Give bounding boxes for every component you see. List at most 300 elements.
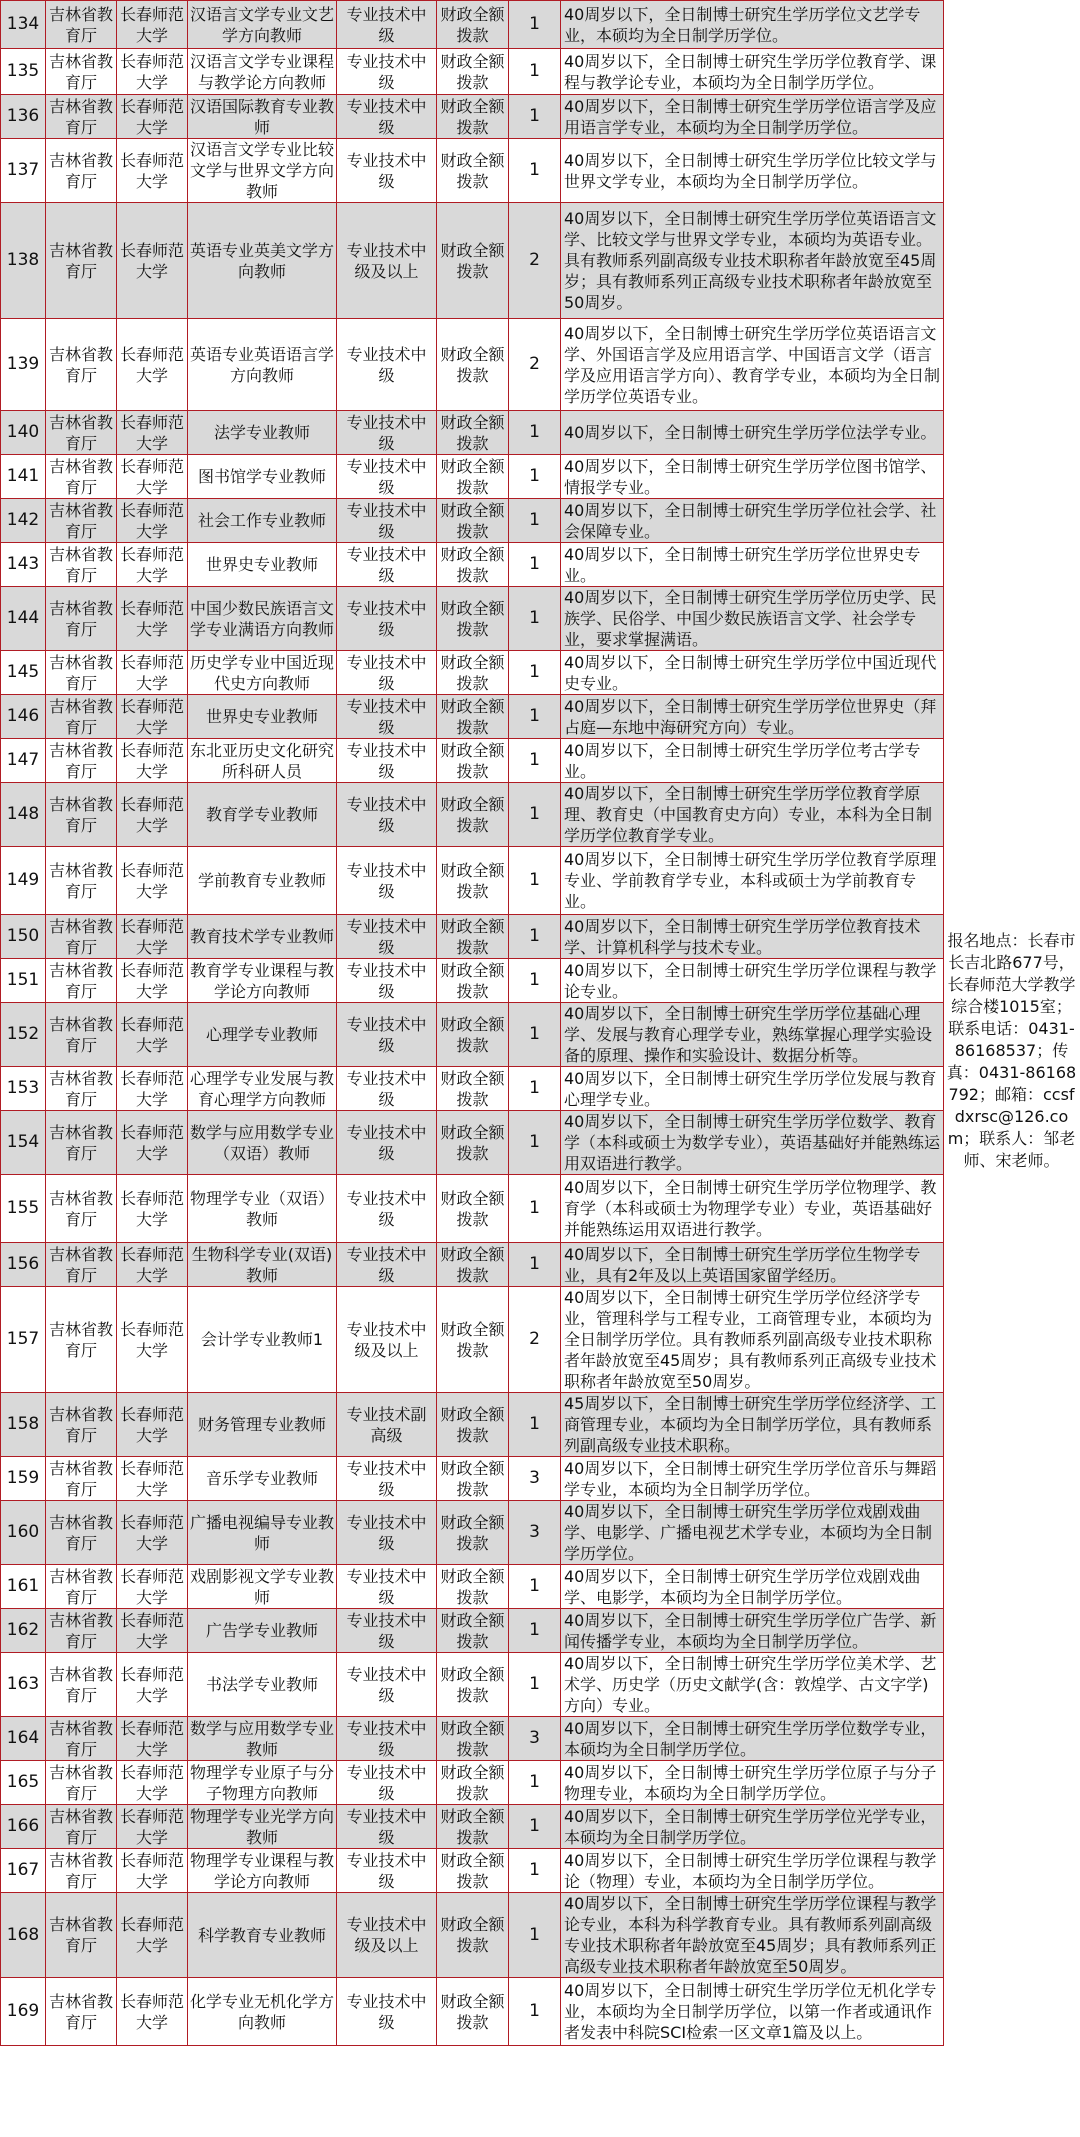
cell-funding: 财政全额拨款 — [437, 1717, 509, 1761]
table-row — [1, 1243, 944, 1287]
table-row — [1, 455, 944, 499]
cell-unit: 长春师范大学 — [117, 915, 188, 959]
cell-number: 163 — [1, 1653, 46, 1717]
cell-department: 吉林省教育厅 — [46, 95, 117, 139]
cell-number: 140 — [1, 411, 46, 455]
cell-number: 165 — [1, 1761, 46, 1805]
cell-count: 3 — [509, 1457, 561, 1501]
cell-unit: 长春师范大学 — [117, 739, 188, 783]
cell-number: 167 — [1, 1849, 46, 1893]
cell-unit: 长春师范大学 — [117, 1287, 188, 1393]
table-body — [1, 1, 944, 2046]
cell-department: 吉林省教育厅 — [46, 1175, 117, 1243]
cell-funding: 财政全额拨款 — [437, 1067, 509, 1111]
cell-unit: 长春师范大学 — [117, 587, 188, 651]
cell-count: 3 — [509, 1501, 561, 1565]
cell-count: 1 — [509, 95, 561, 139]
table-row — [1, 1978, 944, 2046]
cell-level: 专业技术中级 — [337, 1653, 437, 1717]
cell-count: 1 — [509, 455, 561, 499]
cell-unit: 长春师范大学 — [117, 651, 188, 695]
cell-number: 166 — [1, 1805, 46, 1849]
cell-level: 专业技术中级 — [337, 1175, 437, 1243]
table-row — [1, 1393, 944, 1457]
table-row — [1, 1805, 944, 1849]
table-row — [1, 847, 944, 915]
cell-requirements: 40周岁以下，全日制博士研究生学历学位数学、教育学（本科或硕士为数学专业），英语基础好并能熟练运用双语进行教学。 — [561, 1111, 944, 1175]
cell-number: 152 — [1, 1003, 46, 1067]
cell-number: 156 — [1, 1243, 46, 1287]
table-row — [1, 49, 944, 95]
cell-number: 159 — [1, 1457, 46, 1501]
cell-department: 吉林省教育厅 — [46, 915, 117, 959]
cell-level: 专业技术中级 — [337, 1609, 437, 1653]
cell-funding: 财政全额拨款 — [437, 1111, 509, 1175]
cell-level: 专业技术中级 — [337, 95, 437, 139]
cell-number: 145 — [1, 651, 46, 695]
cell-number: 160 — [1, 1501, 46, 1565]
table-row — [1, 695, 944, 739]
cell-requirements: 40周岁以下，全日制博士研究生学历学位基础心理学、发展与教育心理学专业，熟练掌握心理学实验设备的原理、操作和实验设计、数据分析等。 — [561, 1003, 944, 1067]
cell-count: 2 — [509, 319, 561, 411]
table-row — [1, 587, 944, 651]
cell-position: 广告学专业教师 — [188, 1609, 337, 1653]
contact-note: 报名地点：长春市长吉北路677号，长春师范大学教学综合楼1015室；联系电话：0431-86168537；传真：0431-86168792；邮箱：ccsfdxrsc@126.com；联系人：邹老师、宋老师。 — [946, 931, 1077, 1170]
cell-funding: 财政全额拨款 — [437, 587, 509, 651]
cell-position: 教育技术学专业教师 — [188, 915, 337, 959]
cell-funding: 财政全额拨款 — [437, 1243, 509, 1287]
cell-position: 音乐学专业教师 — [188, 1457, 337, 1501]
cell-requirements: 40周岁以下，全日制博士研究生学历学位发展与教育心理学专业。 — [561, 1067, 944, 1111]
cell-position: 物理学专业（双语）教师 — [188, 1175, 337, 1243]
cell-level: 专业技术中级 — [337, 587, 437, 651]
cell-number: 154 — [1, 1111, 46, 1175]
cell-funding: 财政全额拨款 — [437, 1565, 509, 1609]
cell-unit: 长春师范大学 — [117, 695, 188, 739]
cell-funding: 财政全额拨款 — [437, 651, 509, 695]
cell-department: 吉林省教育厅 — [46, 1003, 117, 1067]
cell-level: 专业技术中级 — [337, 543, 437, 587]
cell-requirements: 40周岁以下，全日制博士研究生学历学位世界史专业。 — [561, 543, 944, 587]
cell-count: 1 — [509, 1761, 561, 1805]
cell-count: 2 — [509, 1287, 561, 1393]
cell-level: 专业技术中级 — [337, 959, 437, 1003]
cell-count: 1 — [509, 1393, 561, 1457]
table-row — [1, 959, 944, 1003]
cell-unit: 长春师范大学 — [117, 319, 188, 411]
cell-level: 专业技术副高级 — [337, 1393, 437, 1457]
cell-position: 生物科学专业(双语)教师 — [188, 1243, 337, 1287]
cell-unit: 长春师范大学 — [117, 1609, 188, 1653]
table-row — [1, 411, 944, 455]
cell-unit: 长春师范大学 — [117, 455, 188, 499]
cell-number: 168 — [1, 1893, 46, 1978]
cell-unit: 长春师范大学 — [117, 1457, 188, 1501]
cell-number: 146 — [1, 695, 46, 739]
cell-funding: 财政全额拨款 — [437, 847, 509, 915]
cell-position: 汉语国际教育专业教师 — [188, 95, 337, 139]
cell-funding: 财政全额拨款 — [437, 1761, 509, 1805]
cell-level: 专业技术中级 — [337, 411, 437, 455]
table-row — [1, 1761, 944, 1805]
cell-level: 专业技术中级 — [337, 1067, 437, 1111]
cell-requirements: 40周岁以下，全日制博士研究生学历学位戏剧戏曲学、电影学，本硕均为全日制学历学位。 — [561, 1565, 944, 1609]
cell-position: 学前教育专业教师 — [188, 847, 337, 915]
cell-requirements: 40周岁以下，全日制博士研究生学历学位经济学专业，管理科学与工程专业，工商管理专业，本硕均为全日制学历学位。具有教师系列副高级专业技术职称者年龄放宽至45周岁；具有教师系列正高级专业技术职称者年龄放宽至50周岁。 — [561, 1287, 944, 1393]
cell-level: 专业技术中级 — [337, 499, 437, 543]
cell-requirements: 40周岁以下，全日制博士研究生学历学位教育技术学、计算机科学与技术专业。 — [561, 915, 944, 959]
cell-requirements: 40周岁以下，全日制博士研究生学历学位原子与分子物理专业，本硕均为全日制学历学位。 — [561, 1761, 944, 1805]
cell-funding: 财政全额拨款 — [437, 319, 509, 411]
cell-position: 汉语言文学专业文艺学方向教师 — [188, 1, 337, 49]
cell-position: 数学与应用数学专业（双语）教师 — [188, 1111, 337, 1175]
cell-count: 1 — [509, 499, 561, 543]
cell-count: 1 — [509, 1175, 561, 1243]
cell-level: 专业技术中级 — [337, 455, 437, 499]
cell-number: 136 — [1, 95, 46, 139]
table-row — [1, 915, 944, 959]
cell-unit: 长春师范大学 — [117, 543, 188, 587]
cell-level: 专业技术中级 — [337, 319, 437, 411]
cell-unit: 长春师范大学 — [117, 1849, 188, 1893]
cell-unit: 长春师范大学 — [117, 1717, 188, 1761]
cell-position: 中国少数民族语言文学专业满语方向教师 — [188, 587, 337, 651]
cell-funding: 财政全额拨款 — [437, 695, 509, 739]
cell-department: 吉林省教育厅 — [46, 139, 117, 203]
table-row — [1, 1, 944, 49]
cell-level: 专业技术中级 — [337, 1003, 437, 1067]
cell-unit: 长春师范大学 — [117, 203, 188, 319]
cell-department: 吉林省教育厅 — [46, 1243, 117, 1287]
table-row — [1, 1565, 944, 1609]
cell-level: 专业技术中级 — [337, 847, 437, 915]
cell-requirements: 40周岁以下，全日制博士研究生学历学位图书馆学、情报学专业。 — [561, 455, 944, 499]
cell-department: 吉林省教育厅 — [46, 411, 117, 455]
cell-count: 1 — [509, 695, 561, 739]
cell-number: 144 — [1, 587, 46, 651]
cell-requirements: 40周岁以下，全日制博士研究生学历学位考古学专业。 — [561, 739, 944, 783]
cell-unit: 长春师范大学 — [117, 1565, 188, 1609]
cell-count: 1 — [509, 651, 561, 695]
cell-level: 专业技术中级 — [337, 139, 437, 203]
cell-count: 1 — [509, 139, 561, 203]
cell-number: 157 — [1, 1287, 46, 1393]
cell-number: 137 — [1, 139, 46, 203]
cell-requirements: 40周岁以下，全日制博士研究生学历学位教育学、课程与教学论专业，本硕均为全日制学历学位。 — [561, 49, 944, 95]
cell-department: 吉林省教育厅 — [46, 1609, 117, 1653]
cell-count: 1 — [509, 1003, 561, 1067]
cell-unit: 长春师范大学 — [117, 499, 188, 543]
cell-department: 吉林省教育厅 — [46, 1393, 117, 1457]
cell-position: 汉语言文学专业比较文学与世界文学方向教师 — [188, 139, 337, 203]
cell-count: 1 — [509, 1805, 561, 1849]
cell-requirements: 40周岁以下，全日制博士研究生学历学位美术学、艺术学、历史学（历史文献学(含：敦煌学、古文字学)方向）专业。 — [561, 1653, 944, 1717]
cell-count: 1 — [509, 543, 561, 587]
cell-level: 专业技术中级 — [337, 1111, 437, 1175]
table-row — [1, 1175, 944, 1243]
cell-unit: 长春师范大学 — [117, 1175, 188, 1243]
cell-requirements: 40周岁以下，全日制博士研究生学历学位英语语言文学、比较文学与世界文学专业，本硕均为英语专业。具有教师系列副高级专业技术职称者年龄放宽至45周岁；具有教师系列正高级专业技术职称者年龄放宽至50周岁。 — [561, 203, 944, 319]
cell-funding: 财政全额拨款 — [437, 915, 509, 959]
cell-level: 专业技术中级 — [337, 1978, 437, 2046]
cell-department: 吉林省教育厅 — [46, 1849, 117, 1893]
cell-department: 吉林省教育厅 — [46, 1501, 117, 1565]
cell-requirements: 40周岁以下，全日制博士研究生学历学位中国近现代史专业。 — [561, 651, 944, 695]
cell-department: 吉林省教育厅 — [46, 1287, 117, 1393]
cell-position: 心理学专业发展与教育心理学方向教师 — [188, 1067, 337, 1111]
cell-level: 专业技术中级 — [337, 1849, 437, 1893]
cell-count: 1 — [509, 1243, 561, 1287]
cell-level: 专业技术中级 — [337, 1761, 437, 1805]
cell-level: 专业技术中级及以上 — [337, 203, 437, 319]
cell-funding: 财政全额拨款 — [437, 455, 509, 499]
cell-unit: 长春师范大学 — [117, 139, 188, 203]
cell-department: 吉林省教育厅 — [46, 319, 117, 411]
cell-department: 吉林省教育厅 — [46, 1, 117, 49]
cell-funding: 财政全额拨款 — [437, 1393, 509, 1457]
cell-number: 149 — [1, 847, 46, 915]
cell-position: 东北亚历史文化研究所科研人员 — [188, 739, 337, 783]
cell-requirements: 40周岁以下，全日制博士研究生学历学位语言学及应用语言学专业，本硕均为全日制学历学位。 — [561, 95, 944, 139]
table-row — [1, 319, 944, 411]
cell-unit: 长春师范大学 — [117, 1067, 188, 1111]
cell-level: 专业技术中级 — [337, 1501, 437, 1565]
cell-number: 135 — [1, 49, 46, 95]
cell-position: 广播电视编导专业教师 — [188, 1501, 337, 1565]
cell-count: 1 — [509, 49, 561, 95]
cell-department: 吉林省教育厅 — [46, 543, 117, 587]
cell-count: 1 — [509, 783, 561, 847]
cell-department: 吉林省教育厅 — [46, 1565, 117, 1609]
cell-funding: 财政全额拨款 — [437, 1175, 509, 1243]
cell-requirements: 40周岁以下，全日制博士研究生学历学位戏剧戏曲学、电影学、广播电视艺术学专业，本硕均为全日制学历学位。 — [561, 1501, 944, 1565]
cell-requirements: 40周岁以下，全日制博士研究生学历学位世界史（拜占庭—东地中海研究方向）专业。 — [561, 695, 944, 739]
cell-department: 吉林省教育厅 — [46, 587, 117, 651]
cell-requirements: 40周岁以下，全日制博士研究生学历学位课程与教学论专业，本科为科学教育专业。具有教师系列副高级专业技术职称者年龄放宽至45周岁；具有教师系列正高级专业技术职称者年龄放宽至50周岁。 — [561, 1893, 944, 1978]
cell-funding: 财政全额拨款 — [437, 499, 509, 543]
cell-department: 吉林省教育厅 — [46, 1717, 117, 1761]
cell-funding: 财政全额拨款 — [437, 1893, 509, 1978]
cell-department: 吉林省教育厅 — [46, 1761, 117, 1805]
cell-requirements: 40周岁以下，全日制博士研究生学历学位音乐与舞蹈学专业，本硕均为全日制学历学位。 — [561, 1457, 944, 1501]
table-row — [1, 1287, 944, 1393]
cell-funding: 财政全额拨款 — [437, 49, 509, 95]
cell-unit: 长春师范大学 — [117, 1, 188, 49]
cell-number: 147 — [1, 739, 46, 783]
cell-department: 吉林省教育厅 — [46, 651, 117, 695]
cell-position: 物理学专业原子与分子物理方向教师 — [188, 1761, 337, 1805]
cell-unit: 长春师范大学 — [117, 411, 188, 455]
cell-requirements: 40周岁以下，全日制博士研究生学历学位比较文学与世界文学专业，本硕均为全日制学历学位。 — [561, 139, 944, 203]
cell-level: 专业技术中级 — [337, 739, 437, 783]
table-row — [1, 1067, 944, 1111]
cell-funding: 财政全额拨款 — [437, 1653, 509, 1717]
cell-funding: 财政全额拨款 — [437, 1, 509, 49]
cell-department: 吉林省教育厅 — [46, 203, 117, 319]
cell-number: 169 — [1, 1978, 46, 2046]
cell-unit: 长春师范大学 — [117, 847, 188, 915]
cell-number: 162 — [1, 1609, 46, 1653]
cell-funding: 财政全额拨款 — [437, 739, 509, 783]
cell-position: 财务管理专业教师 — [188, 1393, 337, 1457]
cell-count: 1 — [509, 1653, 561, 1717]
cell-position: 科学教育专业教师 — [188, 1893, 337, 1978]
cell-department: 吉林省教育厅 — [46, 1111, 117, 1175]
cell-requirements: 40周岁以下，全日制博士研究生学历学位教育学原理、教育史（中国教育史方向）专业，本科为全日制学历学位教育学专业。 — [561, 783, 944, 847]
cell-requirements: 40周岁以下，全日制博士研究生学历学位无机化学专业，本硕均为全日制学历学位，以第一作者或通讯作者发表中科院SCI检索一区文章1篇及以上。 — [561, 1978, 944, 2046]
cell-department: 吉林省教育厅 — [46, 1653, 117, 1717]
cell-position: 世界史专业教师 — [188, 695, 337, 739]
cell-level: 专业技术中级 — [337, 651, 437, 695]
table-row — [1, 203, 944, 319]
cell-unit: 长春师范大学 — [117, 49, 188, 95]
cell-number: 148 — [1, 783, 46, 847]
cell-funding: 财政全额拨款 — [437, 1849, 509, 1893]
cell-count: 3 — [509, 1717, 561, 1761]
cell-count: 1 — [509, 1849, 561, 1893]
cell-number: 164 — [1, 1717, 46, 1761]
cell-number: 150 — [1, 915, 46, 959]
cell-level: 专业技术中级 — [337, 1457, 437, 1501]
cell-number: 153 — [1, 1067, 46, 1111]
cell-count: 1 — [509, 1, 561, 49]
cell-department: 吉林省教育厅 — [46, 1457, 117, 1501]
cell-level: 专业技术中级 — [337, 1565, 437, 1609]
cell-position: 社会工作专业教师 — [188, 499, 337, 543]
cell-level: 专业技术中级 — [337, 783, 437, 847]
cell-unit: 长春师范大学 — [117, 1761, 188, 1805]
cell-number: 158 — [1, 1393, 46, 1457]
cell-level: 专业技术中级 — [337, 1805, 437, 1849]
cell-unit: 长春师范大学 — [117, 1501, 188, 1565]
cell-department: 吉林省教育厅 — [46, 1893, 117, 1978]
cell-unit: 长春师范大学 — [117, 1893, 188, 1978]
table-row — [1, 783, 944, 847]
cell-funding: 财政全额拨款 — [437, 1287, 509, 1393]
cell-funding: 财政全额拨款 — [437, 543, 509, 587]
cell-funding: 财政全额拨款 — [437, 1003, 509, 1067]
cell-position: 英语专业英美文学方向教师 — [188, 203, 337, 319]
cell-funding: 财政全额拨款 — [437, 203, 509, 319]
cell-count: 2 — [509, 203, 561, 319]
cell-requirements: 45周岁以下，全日制博士研究生学历学位经济学、工商管理专业，本硕均为全日制学历学位，具有教师系列副高级专业技术职称。 — [561, 1393, 944, 1457]
cell-requirements: 40周岁以下，全日制博士研究生学历学位广告学、新闻传播学专业，本硕均为全日制学历学位。 — [561, 1609, 944, 1653]
cell-requirements: 40周岁以下，全日制博士研究生学历学位数学专业，本硕均为全日制学历学位。 — [561, 1717, 944, 1761]
cell-count: 1 — [509, 1565, 561, 1609]
cell-position: 书法学专业教师 — [188, 1653, 337, 1717]
table-row — [1, 1893, 944, 1978]
table-row — [1, 499, 944, 543]
cell-count: 1 — [509, 1978, 561, 2046]
cell-funding: 财政全额拨款 — [437, 959, 509, 1003]
cell-requirements: 40周岁以下，全日制博士研究生学历学位生物学专业，具有2年及以上英语国家留学经历。 — [561, 1243, 944, 1287]
table-row — [1, 1609, 944, 1653]
cell-unit: 长春师范大学 — [117, 1003, 188, 1067]
cell-funding: 财政全额拨款 — [437, 1609, 509, 1653]
cell-position: 汉语言文学专业课程与教学论方向教师 — [188, 49, 337, 95]
cell-department: 吉林省教育厅 — [46, 1067, 117, 1111]
cell-unit: 长春师范大学 — [117, 1805, 188, 1849]
cell-unit: 长春师范大学 — [117, 783, 188, 847]
cell-unit: 长春师范大学 — [117, 1978, 188, 2046]
cell-number: 142 — [1, 499, 46, 543]
cell-position: 历史学专业中国近现代史方向教师 — [188, 651, 337, 695]
table-row — [1, 543, 944, 587]
cell-position: 物理学专业课程与教学论方向教师 — [188, 1849, 337, 1893]
cell-department: 吉林省教育厅 — [46, 49, 117, 95]
cell-funding: 财政全额拨款 — [437, 139, 509, 203]
cell-funding: 财政全额拨款 — [437, 95, 509, 139]
cell-count: 1 — [509, 915, 561, 959]
cell-number: 143 — [1, 543, 46, 587]
cell-unit: 长春师范大学 — [117, 95, 188, 139]
cell-funding: 财政全额拨款 — [437, 1457, 509, 1501]
table-row — [1, 95, 944, 139]
cell-level: 专业技术中级 — [337, 695, 437, 739]
cell-requirements: 40周岁以下，全日制博士研究生学历学位教育学原理专业、学前教育学专业，本科或硕士为学前教育专业。 — [561, 847, 944, 915]
cell-number: 139 — [1, 319, 46, 411]
cell-position: 图书馆学专业教师 — [188, 455, 337, 499]
cell-department: 吉林省教育厅 — [46, 783, 117, 847]
cell-count: 1 — [509, 847, 561, 915]
cell-department: 吉林省教育厅 — [46, 695, 117, 739]
cell-requirements: 40周岁以下，全日制博士研究生学历学位物理学、教育学（本科或硕士为物理学专业）专业，英语基础好并能熟练运用双语进行教学。 — [561, 1175, 944, 1243]
cell-number: 141 — [1, 455, 46, 499]
cell-level: 专业技术中级及以上 — [337, 1287, 437, 1393]
cell-count: 1 — [509, 587, 561, 651]
table-row — [1, 1003, 944, 1067]
cell-position: 化学专业无机化学方向教师 — [188, 1978, 337, 2046]
cell-position: 教育学专业教师 — [188, 783, 337, 847]
cell-position: 数学与应用数学专业教师 — [188, 1717, 337, 1761]
cell-department: 吉林省教育厅 — [46, 1805, 117, 1849]
cell-position: 世界史专业教师 — [188, 543, 337, 587]
cell-unit: 长春师范大学 — [117, 1393, 188, 1457]
table-row — [1, 139, 944, 203]
cell-position: 物理学专业光学方向教师 — [188, 1805, 337, 1849]
cell-level: 专业技术中级 — [337, 915, 437, 959]
table-row — [1, 1457, 944, 1501]
cell-number: 161 — [1, 1565, 46, 1609]
cell-funding: 财政全额拨款 — [437, 1805, 509, 1849]
table-row — [1, 1111, 944, 1175]
cell-count: 1 — [509, 1609, 561, 1653]
cell-level: 专业技术中级及以上 — [337, 1893, 437, 1978]
table-row — [1, 1653, 944, 1717]
cell-count: 1 — [509, 411, 561, 455]
cell-requirements: 40周岁以下，全日制博士研究生学历学位社会学、社会保障专业。 — [561, 499, 944, 543]
cell-level: 专业技术中级 — [337, 1, 437, 49]
cell-level: 专业技术中级 — [337, 1243, 437, 1287]
cell-level: 专业技术中级 — [337, 1717, 437, 1761]
cell-position: 心理学专业教师 — [188, 1003, 337, 1067]
cell-unit: 长春师范大学 — [117, 1111, 188, 1175]
cell-unit: 长春师范大学 — [117, 959, 188, 1003]
cell-requirements: 40周岁以下，全日制博士研究生学历学位英语语言文学、外国语言学及应用语言学、中国语言文学（语言学及应用语言学方向）、教育学专业，本硕均为全日制学历学位英语专业。 — [561, 319, 944, 411]
cell-funding: 财政全额拨款 — [437, 1501, 509, 1565]
cell-requirements: 40周岁以下，全日制博士研究生学历学位光学专业，本硕均为全日制学历学位。 — [561, 1805, 944, 1849]
cell-funding: 财政全额拨款 — [437, 411, 509, 455]
cell-unit: 长春师范大学 — [117, 1243, 188, 1287]
cell-count: 1 — [509, 959, 561, 1003]
cell-number: 138 — [1, 203, 46, 319]
cell-count: 1 — [509, 1067, 561, 1111]
cell-level: 专业技术中级 — [337, 49, 437, 95]
cell-requirements: 40周岁以下，全日制博士研究生学历学位文艺学专业，本硕均为全日制学历学位。 — [561, 1, 944, 49]
cell-position: 戏剧影视文学专业教师 — [188, 1565, 337, 1609]
cell-unit: 长春师范大学 — [117, 1653, 188, 1717]
cell-position: 法学专业教师 — [188, 411, 337, 455]
